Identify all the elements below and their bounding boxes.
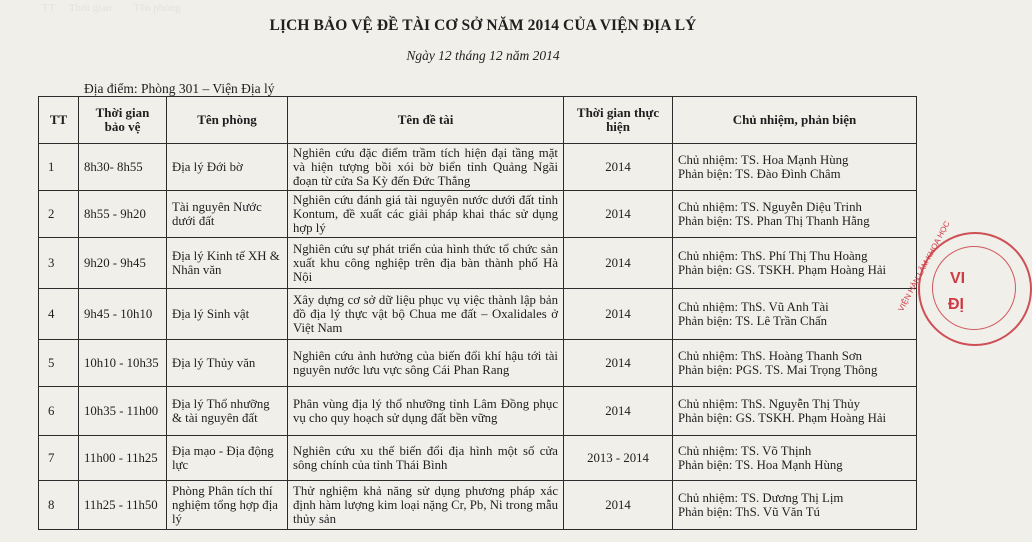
location-line: Địa điểm: Phòng 301 – Viện Địa lý bbox=[84, 81, 275, 96]
row-time: 8h30- 8h55 bbox=[79, 144, 167, 191]
row-lead: Chủ nhiệm: TS. Hoa Mạnh Hùng bbox=[678, 153, 849, 167]
row-reviewer: Phản biện: GS. TSKH. Phạm Hoàng Hải bbox=[678, 263, 887, 277]
row-period: 2014 bbox=[564, 191, 673, 238]
row-room: Địa lý Sinh vật bbox=[167, 289, 288, 340]
table-row bbox=[39, 289, 917, 340]
row-time: 10h35 - 11h00 bbox=[79, 387, 167, 436]
row-room: Địa lý Đới bờ bbox=[167, 144, 288, 191]
row-topic: Phân vùng địa lý thổ nhưỡng tỉnh Lâm Đồng phục vụ cho quy hoạch sử dụng đất bền vững bbox=[288, 387, 564, 436]
stamp-inner-ring bbox=[932, 246, 1016, 330]
official-stamp bbox=[896, 219, 1032, 346]
row-topic: Nghiên cứu ảnh hưởng của biến đổi khí hậu tới tài nguyên nước lưu vực sông Cái Phan Rang bbox=[288, 340, 564, 387]
schedule-table bbox=[38, 96, 917, 530]
document-title: LỊCH BẢO VỆ ĐỀ TÀI CƠ SỞ NĂM 2014 CỦA VIỆN ĐỊA LÝ bbox=[269, 17, 697, 34]
bleed-through-text: TT Thời gian Tên phòng bbox=[42, 2, 181, 14]
header-room: Tên phòng bbox=[167, 97, 288, 144]
row-lead: Chủ nhiệm: TS. Dương Thị Lịm bbox=[678, 491, 844, 505]
document-date: Ngày 12 tháng 12 năm 2014 bbox=[406, 48, 560, 63]
header-people: Chủ nhiệm, phản biện bbox=[673, 97, 917, 144]
row-people bbox=[673, 238, 917, 289]
row-people bbox=[673, 436, 917, 481]
row-number: 6 bbox=[39, 387, 79, 436]
row-room: Địa lý Thổ nhưỡng & tài nguyên đất bbox=[167, 387, 288, 436]
row-topic: Nghiên cứu đặc điểm trầm tích hiện đại tầng mặt và hiện tượng bồi xói bờ biển tỉnh Quảng Ngãi đoạn từ cửa Sa Kỳ đến Đức Thắng bbox=[288, 144, 564, 191]
row-reviewer: Phản biện: TS. Phan Thị Thanh Hằng bbox=[678, 214, 870, 228]
header-time: Thời gian bảo vệ bbox=[79, 97, 167, 144]
row-number: 3 bbox=[39, 238, 79, 289]
row-number: 8 bbox=[39, 481, 79, 530]
table-row bbox=[39, 436, 917, 481]
row-period: 2014 bbox=[564, 340, 673, 387]
row-period: 2013 - 2014 bbox=[564, 436, 673, 481]
table-row bbox=[39, 144, 917, 191]
row-topic: Nghiên cứu sự phát triển của hình thức tổ chức sản xuất khu công nghiệp trên địa bàn thành phố Hà Nội bbox=[288, 238, 564, 289]
row-period: 2014 bbox=[564, 289, 673, 340]
row-time: 8h55 - 9h20 bbox=[79, 191, 167, 238]
row-room: Tài nguyên Nước dưới đất bbox=[167, 191, 288, 238]
row-reviewer: Phản biện: ThS. Vũ Văn Tú bbox=[678, 505, 820, 519]
row-time: 9h45 - 10h10 bbox=[79, 289, 167, 340]
table-row bbox=[39, 387, 917, 436]
header-period: Thời gian thực hiện bbox=[564, 97, 673, 144]
header-tt: TT bbox=[39, 97, 79, 144]
row-topic: Nghiên cứu đánh giá tài nguyên nước dưới đất tỉnh Kontum, đề xuất các giải pháp khai thác sử dụng hợp lý bbox=[288, 191, 564, 238]
stamp-text-line-1: VI bbox=[950, 270, 966, 287]
row-time: 11h00 - 11h25 bbox=[79, 436, 167, 481]
row-people bbox=[673, 191, 917, 238]
table-row bbox=[39, 481, 917, 530]
row-period: 2014 bbox=[564, 387, 673, 436]
row-reviewer: Phản biện: TS. Lê Trần Chấn bbox=[678, 314, 828, 328]
row-lead: Chủ nhiệm: TS. Võ Thịnh bbox=[678, 444, 812, 458]
row-reviewer: Phản biện: TS. Hoa Mạnh Hùng bbox=[678, 458, 843, 472]
row-people bbox=[673, 481, 917, 530]
header-topic: Tên đề tài bbox=[288, 97, 564, 144]
table-row bbox=[39, 238, 917, 289]
row-room: Địa lý Kinh tế XH & Nhân văn bbox=[167, 238, 288, 289]
row-period: 2014 bbox=[564, 238, 673, 289]
row-lead: Chủ nhiệm: ThS. Phí Thị Thu Hoàng bbox=[678, 249, 868, 263]
row-room: Phòng Phân tích thí nghiệm tổng hợp địa lý bbox=[167, 481, 288, 530]
row-number: 1 bbox=[39, 144, 79, 191]
row-topic: Thử nghiệm khả năng sử dụng phương pháp xác định hàm lượng kim loại nặng Cr, Pb, Ni trong mẫu thủy sản bbox=[288, 481, 564, 530]
row-topic: Nghiên cứu xu thế biến đổi địa hình một số cửa sông chính của tỉnh Thái Bình bbox=[288, 436, 564, 481]
table-row bbox=[39, 191, 917, 238]
row-lead: Chủ nhiệm: ThS. Nguyễn Thị Thủy bbox=[678, 397, 861, 411]
row-number: 7 bbox=[39, 436, 79, 481]
row-lead: Chủ nhiệm: TS. Nguyễn Diệu Trinh bbox=[678, 200, 862, 214]
row-period: 2014 bbox=[564, 481, 673, 530]
table-header-row bbox=[39, 97, 917, 144]
row-period: 2014 bbox=[564, 144, 673, 191]
row-lead: Chủ nhiệm: ThS. Hoàng Thanh Sơn bbox=[678, 349, 863, 363]
row-time: 9h20 - 9h45 bbox=[79, 238, 167, 289]
row-people bbox=[673, 289, 917, 340]
stamp-text-line-2: ĐỊ bbox=[948, 296, 964, 313]
row-time: 11h25 - 11h50 bbox=[79, 481, 167, 530]
row-people bbox=[673, 340, 917, 387]
row-reviewer: Phản biện: TS. Đào Đình Châm bbox=[678, 167, 841, 181]
table-row bbox=[39, 340, 917, 387]
row-people bbox=[673, 387, 917, 436]
row-time: 10h10 - 10h35 bbox=[79, 340, 167, 387]
row-reviewer: Phản biện: GS. TSKH. Phạm Hoàng Hải bbox=[678, 411, 887, 425]
row-room: Địa mạo - Địa động lực bbox=[167, 436, 288, 481]
row-people bbox=[673, 144, 917, 191]
row-reviewer: Phản biện: PGS. TS. Mai Trọng Thông bbox=[678, 363, 878, 377]
stamp-ring-text: VIỆN HÀN LÂM KHOA HỌC bbox=[896, 219, 952, 313]
row-topic: Xây dựng cơ sở dữ liệu phục vụ việc thành lập bản đồ địa lý thực vật bộ Chua me đất – Oxalidales ở Việt Nam bbox=[288, 289, 564, 340]
row-number: 5 bbox=[39, 340, 79, 387]
row-number: 4 bbox=[39, 289, 79, 340]
row-room: Địa lý Thủy văn bbox=[167, 340, 288, 387]
row-lead: Chủ nhiệm: ThS. Vũ Anh Tài bbox=[678, 300, 829, 314]
row-number: 2 bbox=[39, 191, 79, 238]
